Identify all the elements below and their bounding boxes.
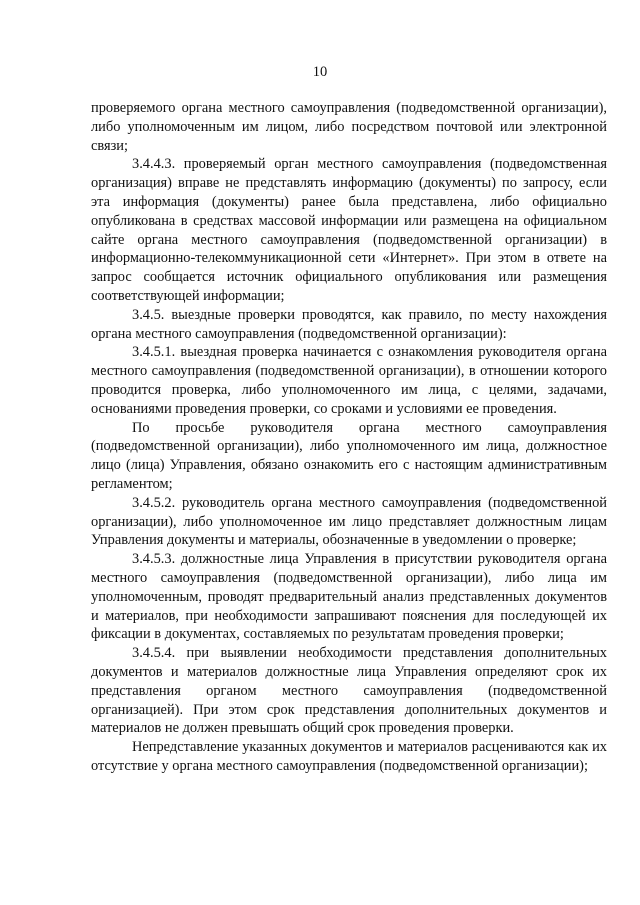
paragraph-3-4-5-2: 3.4.5.2. руководитель органа местного самоуправления (подведомственной организации), либо уполномоченное им лицо представляет должностным лицам Управления документы и материалы, обозначенные в уведомлении о проверке; [91,494,607,549]
document-body [91,99,607,776]
paragraph-3-4-5: 3.4.5. выездные проверки проводятся, как правило, по месту нахождения органа местного самоуправления (подведомственной организации): [91,306,607,342]
paragraph-1: проверяемого органа местного самоуправления (подведомственной организации), либо уполномоченным им лицом, либо посредством почтовой или электронной связи; [91,100,607,154]
paragraph-3-4-5-1: 3.4.5.1. выездная проверка начинается с ознакомления руководителя органа местного самоуправления (подведомственной организации), в отношении которого проводится проверка, либо уполномоченного им лица, с целями, задачами, основаниями проведения проверки, со сроками и условиями ее проведения. [91,344,607,417]
paragraph-3-4-5-3: 3.4.5.3. должностные лица Управления в присутствии руководителя органа местного самоуправления (подведомственной организации), либо лица им уполномоченным, проводят предварительный анализ представленных документов и материалов, при необходимости запрашивают пояснения для последующей их фиксации в документах, составляемых по результатам проведения проверки; [91,551,607,643]
paragraph-non-submission: Непредставление указанных документов и материалов расцениваются как их отсутствие у органа местного самоуправления (подведомственной организации); [91,739,607,774]
paragraph-3-4-5-4: 3.4.5.4. при выявлении необходимости представления дополнительных документов и материалов должностные лица Управления определяют срок их представления органом местного самоуправления (подведомственной организацией). При этом срок представления дополнительных документов и материалов не должен превышать общий срок проведения проверки. [91,645,607,737]
paragraph-request: По просьбе руководителя органа местного самоуправления (подведомственной организации), либо уполномоченного им лица, должностное лицо (лица) Управления, обязано ознакомить его с настоящим административным регламентом; [91,419,607,492]
paragraph-3-4-4-3: 3.4.4.3. проверяемый орган местного самоуправления (подведомственная организация) вправе не представлять информацию (документы) по запросу, если эта информация (документы) ранее была представлена, либо официально опубликована в средствах массовой информации или размещена на официальном сайте органа местного самоуправления (подведомственной организации) в информационно-телекоммуникационной сети «Интернет». При этом в ответе на запрос сообщается источник официального опубликования или размещения соответствующей информации; [91,156,607,304]
page-number: 10 [312,64,328,80]
